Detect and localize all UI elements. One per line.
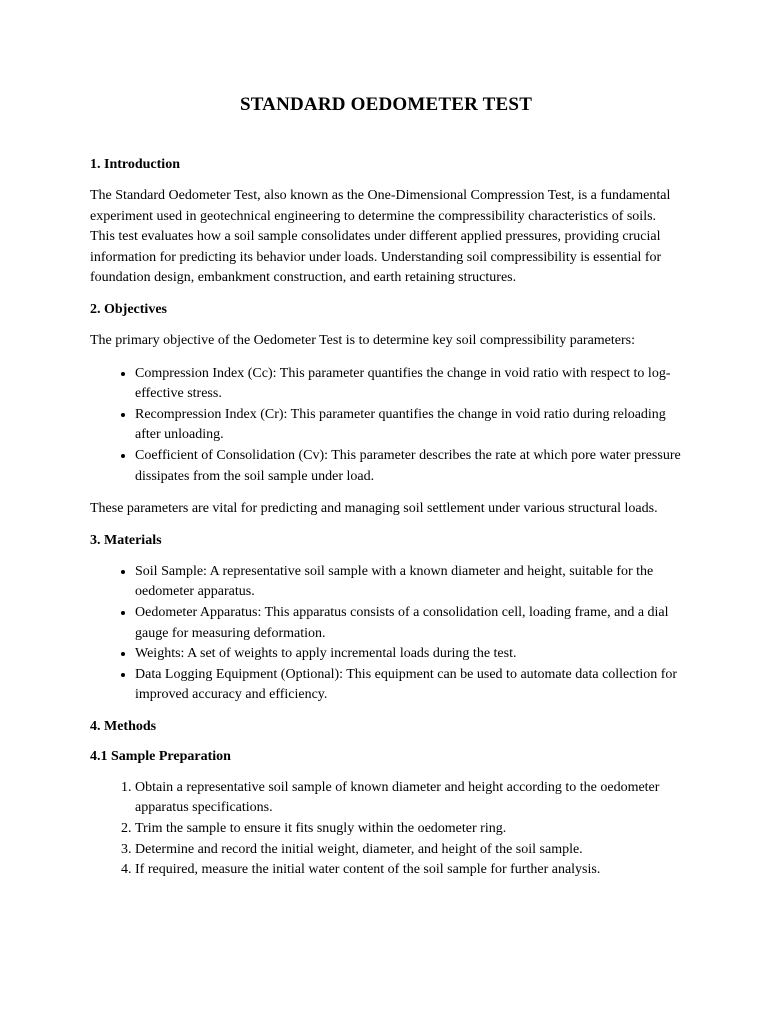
objectives-list	[90, 364, 682, 488]
list-item: • Soil Sample: A representative soil sample with a known diameter and height, suitable for the oedometer apparatus.	[135, 562, 682, 603]
list-item: • Oedometer Apparatus: This apparatus consists of a consolidation cell, loading frame, and a dial gauge for measuring deformation.	[135, 603, 682, 644]
document-title: STANDARD OEDOMETER TEST	[239, 94, 533, 115]
list-item: • Weights: A set of weights to apply incremental loads during the test.	[135, 644, 682, 665]
introduction-paragraph: The Standard Oedometer Test, also known as the One-Dimensional Compression Test, is a fundamental experiment used in geotechnical engineering to determine the compressibility characteristics of soils. This test evaluates how a soil sample consolidates under different applied pressures, providing crucial information for predicting its behavior under loads. Understanding soil compressibility is essential for foundation design, embankment construction, and earth retaining structures.	[90, 188, 671, 286]
list-item: 3. Determine and record the initial weight, diameter, and height of the soil sample.	[135, 840, 682, 861]
list-item: 1. Obtain a representative soil sample of known diameter and height according to the oedometer apparatus specifications.	[135, 778, 682, 819]
list-item: • Coefficient of Consolidation (Cv): This parameter describes the rate at which pore water pressure dissipates from the soil sample under load.	[135, 446, 682, 487]
sample-preparation-steps	[90, 778, 682, 881]
list-item: • Data Logging Equipment (Optional): This equipment can be used to automate data collection for improved accuracy and efficiency.	[135, 665, 682, 706]
section-heading-objectives: 2. Objectives	[90, 301, 167, 317]
section-heading-methods: 4. Methods	[90, 718, 157, 734]
subsection-heading-sample-preparation: 4.1 Sample Preparation	[90, 748, 231, 764]
objectives-lead-paragraph: The primary objective of the Oedometer Test is to determine key soil compressibility parameters:	[90, 332, 635, 348]
document-page	[90, 92, 682, 893]
objectives-closing-paragraph: These parameters are vital for predicting and managing soil settlement under various structural loads.	[90, 501, 658, 517]
list-item: • Compression Index (Cc): This parameter quantifies the change in void ratio with respect to log-effective stress.	[135, 364, 682, 405]
list-item: 2. Trim the sample to ensure it fits snugly within the oedometer ring.	[135, 819, 682, 840]
section-heading-materials: 3. Materials	[90, 532, 162, 548]
materials-list	[90, 562, 682, 706]
list-item: • Recompression Index (Cr): This parameter quantifies the change in void ratio during reloading after unloading.	[135, 405, 682, 446]
list-item: 4. If required, measure the initial water content of the soil sample for further analysis.	[135, 860, 682, 881]
section-heading-introduction: 1. Introduction	[90, 157, 180, 172]
